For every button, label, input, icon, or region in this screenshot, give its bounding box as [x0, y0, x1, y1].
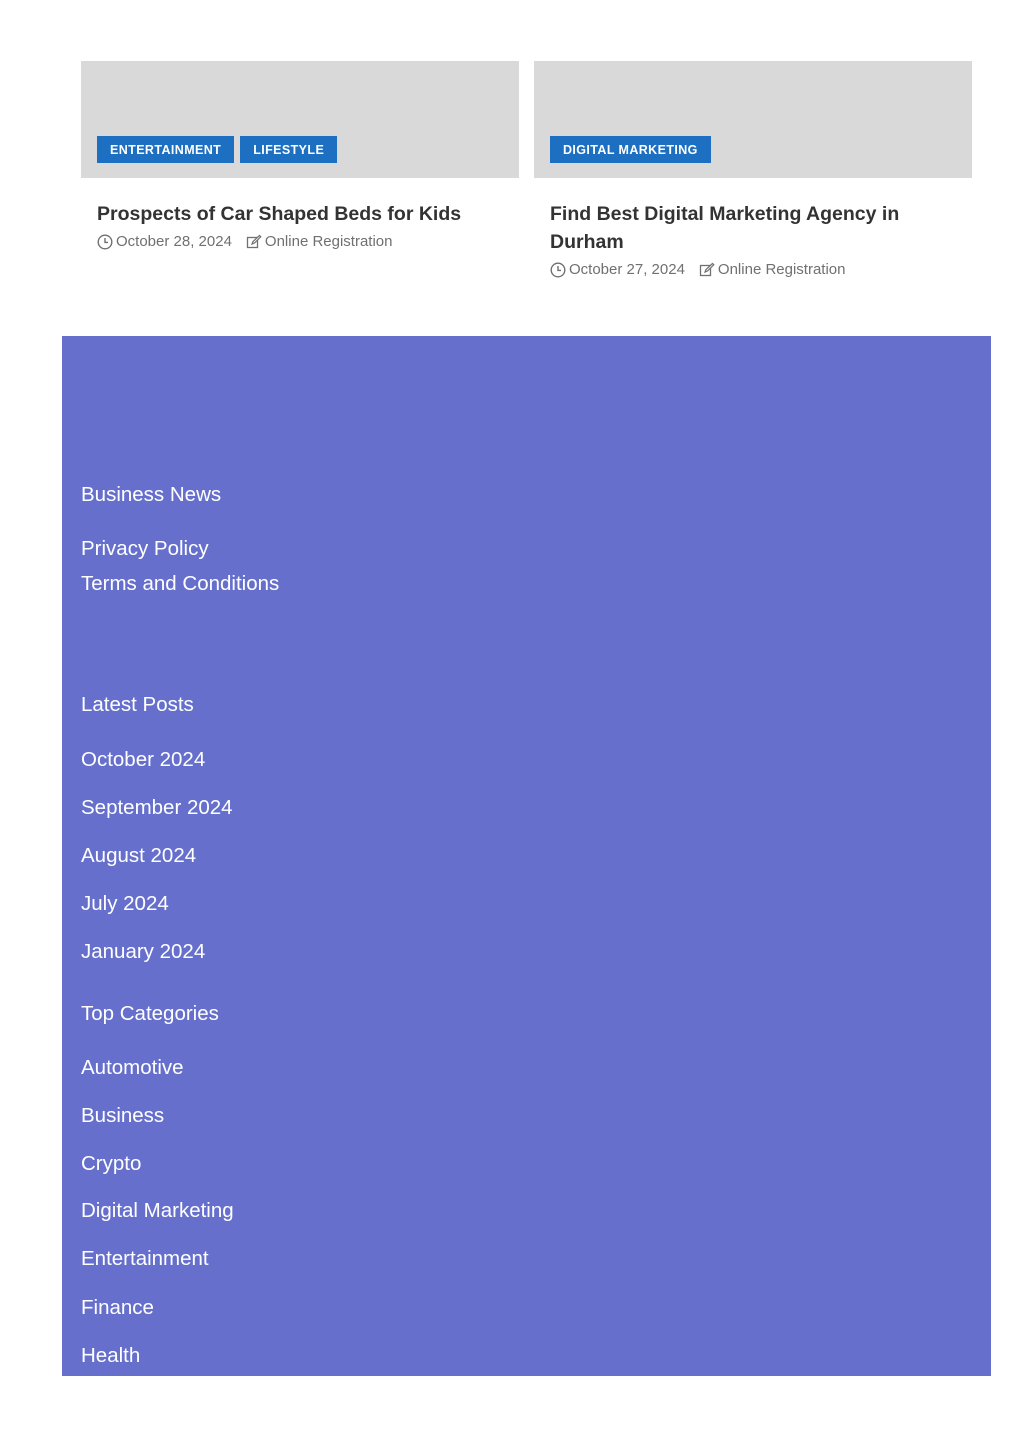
post-date-text[interactable]: October 27, 2024 [569, 261, 685, 278]
post-thumbnail[interactable] [81, 61, 519, 178]
post-card [81, 61, 519, 252]
site-footer [62, 336, 991, 1376]
post-author [246, 232, 393, 252]
tag-lifestyle[interactable]: LIFESTYLE [240, 136, 337, 163]
post-meta [97, 232, 503, 252]
post-tags [97, 136, 337, 163]
footer-link-privacy-policy[interactable]: Privacy Policy [81, 537, 209, 560]
edit-icon [699, 262, 715, 278]
tag-entertainment[interactable]: ENTERTAINMENT [97, 136, 234, 163]
archive-link[interactable]: August 2024 [81, 844, 197, 867]
footer-link-terms[interactable]: Terms and Conditions [81, 572, 280, 595]
post-card [534, 61, 972, 280]
post-date [550, 260, 685, 280]
post-title[interactable]: Prospects of Car Shaped Beds for Kids [97, 203, 462, 225]
latest-posts-heading: Latest Posts [81, 693, 194, 716]
post-author [699, 260, 846, 280]
edit-icon [246, 234, 262, 250]
category-link[interactable]: Business [81, 1104, 165, 1127]
post-date-text[interactable]: October 28, 2024 [116, 233, 232, 250]
related-posts [81, 61, 972, 301]
post-title[interactable]: Find Best Digital Marketing Agency in Durham [550, 203, 900, 253]
archive-link[interactable]: July 2024 [81, 892, 169, 915]
top-categories-heading: Top Categories [81, 1002, 219, 1025]
category-link[interactable]: Entertainment [81, 1247, 209, 1270]
category-link[interactable]: Digital Marketing [81, 1199, 234, 1222]
post-thumbnail[interactable] [534, 61, 972, 178]
archive-link[interactable]: September 2024 [81, 796, 233, 819]
tag-digital-marketing[interactable]: DIGITAL MARKETING [550, 136, 711, 163]
archive-link[interactable]: January 2024 [81, 940, 206, 963]
post-author-text[interactable]: Online Registration [717, 261, 846, 278]
category-link[interactable]: Crypto [81, 1152, 142, 1175]
clock-icon [97, 234, 113, 250]
category-link[interactable]: Finance [81, 1296, 154, 1319]
post-tags [550, 136, 711, 163]
footer-link-business-news[interactable]: Business News [81, 483, 222, 506]
post-author-text[interactable]: Online Registration [264, 233, 393, 250]
category-link[interactable]: Automotive [81, 1056, 184, 1079]
post-date [97, 232, 232, 252]
post-body [81, 178, 519, 252]
post-body [534, 178, 972, 280]
category-link[interactable]: Health [81, 1344, 141, 1367]
archive-link[interactable]: October 2024 [81, 748, 206, 771]
clock-icon [550, 262, 566, 278]
post-meta [550, 260, 956, 280]
